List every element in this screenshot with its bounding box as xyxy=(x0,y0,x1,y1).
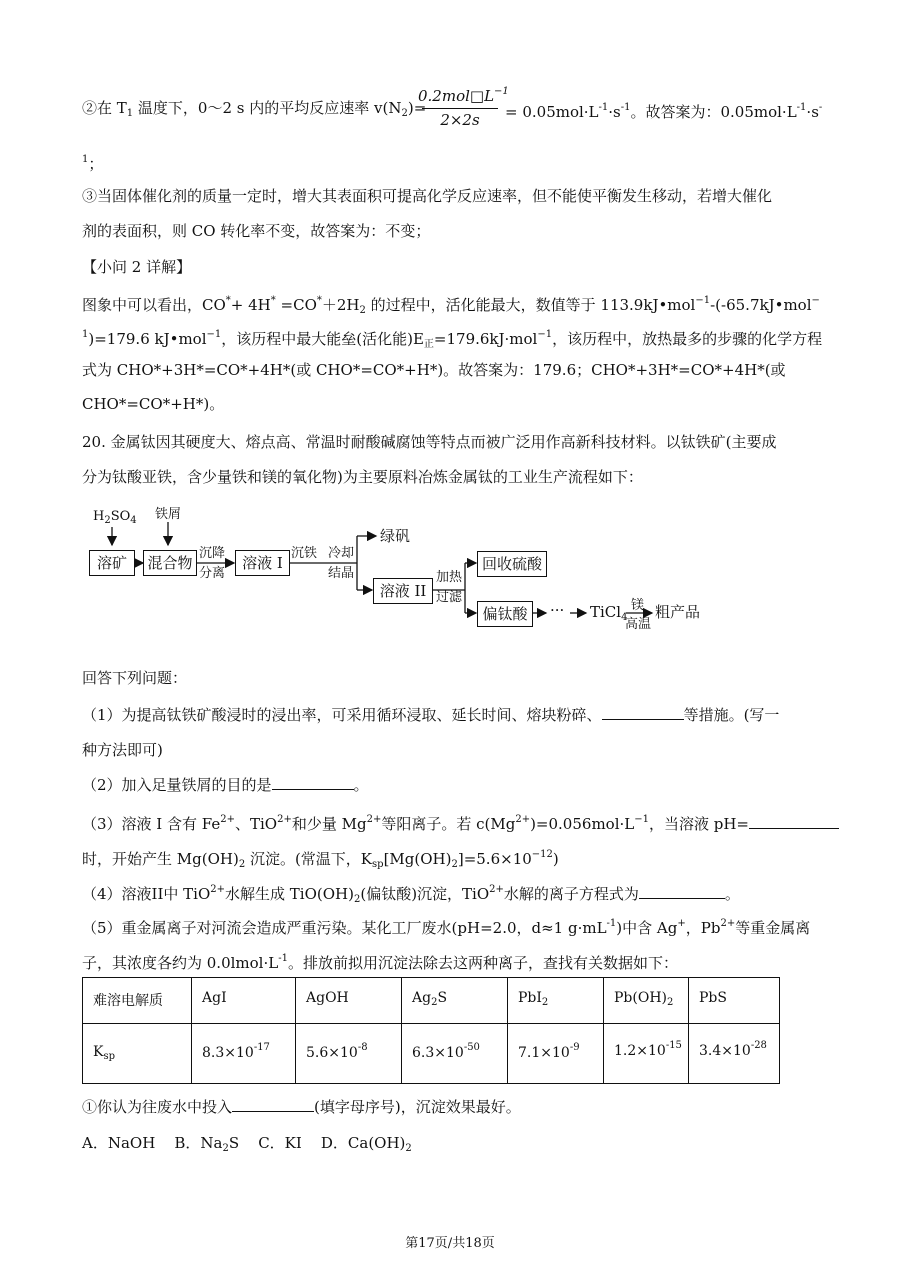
option-a[interactable]: A．NaOH xyxy=(82,1134,156,1152)
detail-line3: 式为 CHO*+3H*=CO*+4H*(或 CHO*=CO*+H*)。故答案为：179.6；CHO*+3H*=CO*+4H*(或 xyxy=(82,361,786,379)
para3-line1: ③当固体催化剂的质量一定时，增大其表面积可提高化学反应速率，但不能使平衡发生移动，若增大催化 xyxy=(82,187,773,205)
option-b[interactable]: B．$Na_2S$ xyxy=(174,1134,240,1154)
table-header-cell: $Ag_2S$ xyxy=(402,978,508,1024)
lbl-lengque: 冷却 xyxy=(328,546,355,561)
ticl4-label: TiCl$_4$ xyxy=(590,603,628,623)
table-header-row xyxy=(83,978,780,1024)
rate-wrap: $^1$； xyxy=(82,154,104,173)
box-rongye1: 溶液 I xyxy=(235,550,290,576)
table-header-cell: PbS xyxy=(689,978,780,1024)
q5-line1: （5）重金属离子对河流会造成严重污染。某化工厂废水(pH=2.0，d≈1 $g\cdot mL^{-1}$)中含 Ag+，$Pb^{2+}$等重金属离 xyxy=(82,918,811,937)
table-header-cell: AgI xyxy=(192,978,296,1024)
option-d[interactable]: D．$Ca(OH)_2$ xyxy=(320,1134,412,1154)
rate-fraction: $0.2mol□L^{-1}$ 2×2s xyxy=(418,86,509,129)
q3-line1: （3）溶液 I 含有 $Fe^{2+}$、TiO$^{2+}$和少量 $Mg^{2+}$等阳离子。若 $c(Mg^{2+})=0.056mol\cdot L^{-1}$，当溶液 pH= xyxy=(82,810,839,834)
option-c[interactable]: C．KI xyxy=(258,1134,302,1152)
q4-blank[interactable] xyxy=(639,898,725,899)
lbl-mei: 镁 xyxy=(631,598,645,613)
box-piantaisuan: 偏钛酸 xyxy=(477,601,533,627)
flow-dots: ··· xyxy=(550,601,565,619)
box-rongye2: 溶液 II xyxy=(373,578,433,604)
ksp-cell: $8.3\times 10^{-17}$ xyxy=(192,1024,296,1084)
rate-line: ②在 $T_1$ 温度下，0～2 s 内的平均反应速率 $v(N_2)=$ xyxy=(82,99,427,119)
lbl-jiare: 加热 xyxy=(436,570,463,585)
q4-line: （4）溶液II中 TiO$^{2+}$水解生成 $TiO(OH)_2$(偏钛酸)沉淀，TiO$^{2+}$水解的离子方程式为 。 xyxy=(82,884,740,905)
q20-line2: 分为钛酸亚铁，含少量铁和镁的氧化物)为主要原料冶炼金属钛的工业生产流程如下： xyxy=(82,468,643,486)
q20-line1: 20. 金属钛因其硬度大、熔点高、常温时耐酸碱腐蚀等特点而被广泛用作高新科技材料。以钛铁矿(主要成 xyxy=(82,433,777,451)
q2-blank[interactable] xyxy=(272,789,354,790)
q5-line2: 子，其浓度各约为 $0.0lmol\cdot L^{-1}$。排放前拟用沉淀法除去这两种离子，查找有关数据如下： xyxy=(82,953,678,972)
questions-intro: 回答下列问题： xyxy=(82,669,188,687)
para3-line2: 剂的表面积，则 CO 转化率不变，故答案为：不变； xyxy=(82,222,431,240)
lvfan-label: 绿矾 xyxy=(380,527,411,545)
table-header-cell: AgOH xyxy=(296,978,402,1024)
tiexie-label: 铁屑 xyxy=(155,507,182,522)
ksp-cell: $1.2\times 10^{-15}$ xyxy=(604,1024,689,1084)
product-label: 粗产品 xyxy=(655,603,701,621)
options-line xyxy=(82,1133,412,1159)
box-hunhewu: 混合物 xyxy=(143,550,197,576)
section-title: 【小问 2 详解】 xyxy=(82,258,192,276)
lbl-gaowen: 高温 xyxy=(625,617,652,632)
ksp-label: $K_{sp}$ xyxy=(83,1024,192,1084)
q2-line: （2）加入足量铁屑的目的是 。 xyxy=(82,776,369,794)
rate-result: = $0.05mol\cdot L^{-1}\cdot s^{-1}$。故答案为：$0.05mol\cdot L^{-1}\cdot s^-$ xyxy=(505,102,823,121)
q1-blank[interactable] xyxy=(602,719,684,720)
q5-1-line: ①你认为往废水中投入 (填字母序号)，沉淀效果最好。 xyxy=(82,1098,521,1116)
q3-blank[interactable] xyxy=(749,828,839,829)
q1-line2: 种方法即可) xyxy=(82,741,163,759)
lbl-chentie: 沉铁 xyxy=(291,546,318,561)
ksp-cell: $5.6\times 10^{-8}$ xyxy=(296,1024,402,1084)
q1-line1: （1）为提高钛铁矿酸浸时的浸出率，可采用循环浸取、延长时间、熔块粉碎、 等措施。(写一 xyxy=(82,706,780,724)
q5-1-blank[interactable] xyxy=(232,1111,314,1112)
box-rongkuang: 溶矿 xyxy=(89,550,135,576)
page-footer: 第17页/共18页 xyxy=(405,1236,495,1251)
h2so4-label: $H_2SO_4$ xyxy=(93,509,137,526)
lbl-guolv: 过滤 xyxy=(436,590,463,605)
table-row xyxy=(83,1024,780,1084)
detail-line4: CHO*=CO*+H*)。 xyxy=(82,395,225,413)
lbl-chenjiang: 沉降 xyxy=(199,546,226,561)
box-huishou: 回收硫酸 xyxy=(477,551,547,577)
ksp-table xyxy=(82,977,780,1084)
ksp-cell: $7.1\times 10^{-9}$ xyxy=(508,1024,604,1084)
ksp-cell: $6.3\times 10^{-50}$ xyxy=(402,1024,508,1084)
table-header-cell: PbI$_2$ xyxy=(508,978,604,1024)
detail-line1: 图象中可以看出，$CO^*+ 4H^* =CO^*+2H_2$ 的过程中，活化能最大，数值等于 113.9kJ•mol$^{-1}$-(-65.7kJ•mol− xyxy=(82,295,820,316)
lbl-fenli: 分离 xyxy=(199,566,226,581)
ksp-cell: $3.4\times 10^{-28}$ xyxy=(689,1024,780,1084)
q3-line2: 时，开始产生 $Mg(OH)_2$ 沉淀。(常温下，$K_{sp}[Mg(OH)_2]=5.6\times 10^{-12}$) xyxy=(82,849,559,870)
table-header-cell: 难溶电解质 xyxy=(83,978,192,1024)
lbl-jiejing: 结晶 xyxy=(328,566,355,581)
table-header-cell: $Pb(OH)_2$ xyxy=(604,978,689,1024)
detail-line2: $^1$)=179.6 kJ•mol$^{-1}$，该历程中最大能垒(活化能)$E_正=179.6kJ\cdot mol^{-1}$，该历程中，放热最多的步骤的化学方程 xyxy=(82,329,823,350)
